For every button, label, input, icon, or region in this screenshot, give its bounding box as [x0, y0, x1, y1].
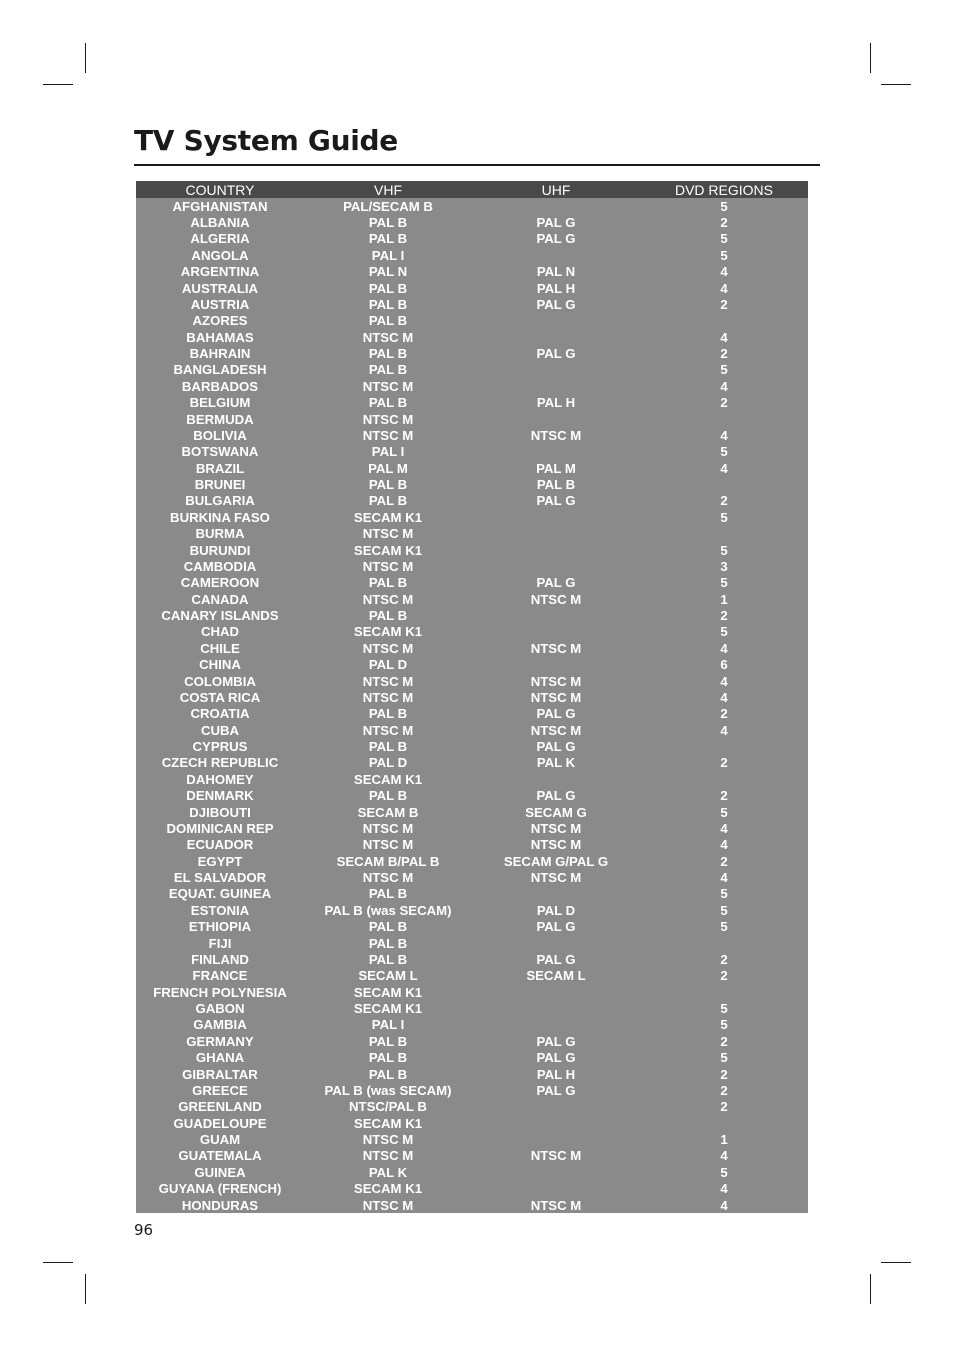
uhf-cell: SECAM L: [526, 968, 586, 984]
country-cell: AFGHANISTAN: [172, 198, 268, 214]
vhf-cell: NTSC M: [362, 1132, 414, 1148]
dvd-region-cell: 5: [720, 509, 728, 525]
uhf-cell: PAL G: [536, 493, 576, 509]
table-row: [136, 919, 808, 935]
table-row: [136, 444, 808, 460]
dvd-region-cell: 6: [720, 657, 728, 673]
table-row: [136, 886, 808, 902]
dvd-region-cell: 5: [720, 1001, 728, 1017]
dvd-region-cell: 4: [720, 820, 728, 836]
country-cell: GABON: [195, 1001, 245, 1017]
dvd-region-cell: 2: [720, 788, 728, 804]
title-divider: [134, 164, 820, 166]
vhf-cell: PAL B (was SECAM): [324, 902, 452, 918]
dvd-region-cell: 1: [720, 1132, 728, 1148]
uhf-cell: PAL B: [536, 477, 576, 493]
table-row: [136, 296, 808, 312]
crop-mark: [85, 1274, 86, 1304]
crop-mark: [881, 84, 911, 85]
table-row: [136, 526, 808, 542]
country-cell: CROATIA: [190, 706, 250, 722]
country-cell: GIBRALTAR: [182, 1066, 258, 1082]
vhf-cell: NTSC M: [362, 411, 414, 427]
dvd-region-cell: 4: [720, 460, 728, 476]
uhf-cell: NTSC M: [530, 837, 582, 853]
vhf-cell: PAL B: [368, 739, 408, 755]
uhf-cell: NTSC M: [530, 870, 582, 886]
uhf-cell: PAL G: [536, 706, 576, 722]
country-cell: ALBANIA: [190, 215, 250, 231]
table-row: [136, 640, 808, 656]
uhf-cell: PAL G: [536, 951, 576, 967]
dvd-region-cell: 2: [720, 608, 728, 624]
country-cell: FIJI: [208, 935, 232, 951]
vhf-cell: NTSC M: [362, 427, 414, 443]
header-uhf: UHF: [541, 181, 571, 198]
vhf-cell: NTSC M: [362, 673, 414, 689]
dvd-region-cell: 2: [720, 346, 728, 362]
table-row: [136, 1000, 808, 1016]
vhf-cell: NTSC M: [362, 870, 414, 886]
table-row: [136, 673, 808, 689]
dvd-region-cell: 2: [720, 296, 728, 312]
dvd-region-cell: 2: [720, 755, 728, 771]
dvd-region-cell: 5: [720, 575, 728, 591]
header-vhf: VHF: [374, 181, 402, 198]
vhf-cell: NTSC M: [362, 820, 414, 836]
uhf-cell: PAL G: [536, 919, 576, 935]
uhf-cell: NTSC M: [530, 673, 582, 689]
table-row: [136, 1082, 808, 1098]
country-cell: FRANCE: [192, 968, 248, 984]
crop-mark: [43, 1262, 73, 1263]
dvd-region-cell: 5: [720, 444, 728, 460]
vhf-cell: PAL K: [368, 1164, 408, 1180]
vhf-cell: PAL B: [368, 935, 408, 951]
country-cell: BOLIVIA: [193, 427, 247, 443]
vhf-cell: SECAM K1: [353, 1115, 423, 1131]
uhf-cell: PAL G: [536, 575, 576, 591]
vhf-cell: NTSC M: [362, 1197, 414, 1213]
table-row: [136, 1115, 808, 1131]
vhf-cell: SECAM B/PAL B: [336, 853, 440, 869]
table-row: [136, 820, 808, 836]
table-row: [136, 951, 808, 967]
table-row: [136, 558, 808, 574]
country-cell: GUAM: [199, 1132, 241, 1148]
country-cell: BULGARIA: [185, 493, 255, 509]
dvd-region-cell: 3: [720, 558, 728, 574]
dvd-region-cell: 5: [720, 624, 728, 640]
country-cell: ARGENTINA: [180, 264, 260, 280]
dvd-region-cell: 4: [720, 673, 728, 689]
country-cell: BAHRAIN: [189, 346, 251, 362]
country-cell: GUYANA (FRENCH): [158, 1181, 282, 1197]
vhf-cell: PAL B: [368, 493, 408, 509]
country-cell: ALGERIA: [190, 231, 250, 247]
vhf-cell: PAL B: [368, 231, 408, 247]
dvd-region-cell: 5: [720, 198, 728, 214]
dvd-region-cell: 4: [720, 1181, 728, 1197]
dvd-region-cell: 5: [720, 902, 728, 918]
table-row: [136, 329, 808, 345]
uhf-cell: PAL H: [536, 395, 576, 411]
uhf-cell: PAL G: [536, 231, 576, 247]
dvd-region-cell: 5: [720, 1017, 728, 1033]
dvd-region-cell: 5: [720, 886, 728, 902]
uhf-cell: PAL H: [536, 280, 576, 296]
table-row: [136, 968, 808, 984]
vhf-cell: PAL B: [368, 477, 408, 493]
table-row: [136, 1050, 808, 1066]
table-row: [136, 1197, 808, 1213]
dvd-region-cell: 5: [720, 231, 728, 247]
table-row: [136, 706, 808, 722]
table-row: [136, 395, 808, 411]
country-cell: GUINEA: [194, 1164, 246, 1180]
vhf-cell: PAL B: [368, 362, 408, 378]
country-cell: CHILE: [200, 640, 240, 656]
vhf-cell: PAL B: [368, 280, 408, 296]
page-number: 96: [134, 1221, 154, 1239]
country-cell: CHAD: [200, 624, 240, 640]
country-cell: BOTSWANA: [181, 444, 259, 460]
uhf-cell: PAL H: [536, 1066, 576, 1082]
uhf-cell: NTSC M: [530, 722, 582, 738]
country-cell: GERMANY: [186, 1033, 254, 1049]
country-cell: BURMA: [195, 526, 245, 542]
country-cell: BANGLADESH: [173, 362, 267, 378]
country-cell: CYPRUS: [192, 739, 248, 755]
crop-mark: [43, 84, 73, 85]
dvd-region-cell: 5: [720, 1164, 728, 1180]
country-cell: CHINA: [199, 657, 241, 673]
country-cell: GUADELOUPE: [173, 1115, 267, 1131]
table-row: [136, 869, 808, 885]
country-cell: BARBADOS: [181, 378, 259, 394]
uhf-cell: PAL K: [536, 755, 576, 771]
uhf-cell: PAL G: [536, 1050, 576, 1066]
vhf-cell: PAL/SECAM B: [343, 198, 433, 214]
country-cell: GUATEMALA: [178, 1148, 262, 1164]
country-cell: EGYPT: [197, 853, 243, 869]
table-row: [136, 280, 808, 296]
page-title: TV System Guide: [134, 124, 398, 157]
uhf-cell: SECAM G: [525, 804, 587, 820]
country-cell: BURUNDI: [189, 542, 251, 558]
country-cell: DENMARK: [186, 788, 254, 804]
country-cell: DOMINICAN REP: [166, 820, 274, 836]
table-row: [136, 345, 808, 361]
country-cell: AUSTRALIA: [181, 280, 259, 296]
header-dvd-regions: DVD REGIONS: [674, 181, 773, 198]
country-cell: COSTA RICA: [179, 689, 261, 705]
vhf-cell: PAL I: [371, 444, 405, 460]
dvd-region-cell: 2: [720, 1066, 728, 1082]
vhf-cell: SECAM K1: [353, 624, 423, 640]
uhf-cell: PAL G: [536, 296, 576, 312]
vhf-cell: PAL B: [368, 608, 408, 624]
vhf-cell: PAL D: [368, 755, 408, 771]
table-row: [136, 607, 808, 623]
vhf-cell: PAL I: [371, 1017, 405, 1033]
dvd-region-cell: 5: [720, 247, 728, 263]
dvd-region-cell: 2: [720, 968, 728, 984]
country-cell: FINLAND: [191, 951, 249, 967]
crop-mark: [870, 43, 871, 73]
vhf-cell: PAL B: [368, 346, 408, 362]
dvd-region-cell: 2: [720, 1082, 728, 1098]
dvd-region-cell: 5: [720, 362, 728, 378]
uhf-cell: PAL G: [536, 1082, 576, 1098]
table-row: [136, 427, 808, 443]
table-row: [136, 837, 808, 853]
table-row: [136, 1066, 808, 1082]
vhf-cell: SECAM K1: [353, 771, 423, 787]
country-cell: BERMUDA: [186, 411, 254, 427]
dvd-region-cell: 5: [720, 919, 728, 935]
country-cell: GREECE: [192, 1082, 248, 1098]
country-cell: GHANA: [195, 1050, 245, 1066]
crop-mark: [85, 43, 86, 73]
table-row: [136, 788, 808, 804]
table-row: [136, 1164, 808, 1180]
table-row: [136, 313, 808, 329]
vhf-cell: PAL I: [371, 247, 405, 263]
table-row: [136, 411, 808, 427]
dvd-region-cell: 2: [720, 215, 728, 231]
table-row: [136, 738, 808, 754]
vhf-cell: NTSC M: [362, 558, 414, 574]
dvd-region-cell: 2: [720, 493, 728, 509]
vhf-cell: NTSC M: [362, 640, 414, 656]
table-row: [136, 476, 808, 492]
dvd-region-cell: 2: [720, 395, 728, 411]
vhf-cell: NTSC M: [362, 1148, 414, 1164]
uhf-cell: PAL G: [536, 739, 576, 755]
uhf-cell: PAL D: [536, 902, 576, 918]
country-cell: GREENLAND: [178, 1099, 262, 1115]
uhf-cell: PAL N: [536, 264, 576, 280]
dvd-region-cell: 5: [720, 542, 728, 558]
table-row: [136, 542, 808, 558]
country-cell: COLOMBIA: [184, 673, 256, 689]
dvd-region-cell: 2: [720, 853, 728, 869]
uhf-cell: NTSC M: [530, 689, 582, 705]
dvd-region-cell: 4: [720, 640, 728, 656]
country-cell: CANARY ISLANDS: [161, 608, 279, 624]
vhf-cell: PAL B: [368, 313, 408, 329]
country-cell: FRENCH POLYNESIA: [153, 984, 287, 1000]
uhf-cell: NTSC M: [530, 1197, 582, 1213]
vhf-cell: PAL B: [368, 951, 408, 967]
uhf-cell: NTSC M: [530, 591, 582, 607]
vhf-cell: SECAM K1: [353, 509, 423, 525]
vhf-cell: PAL B: [368, 395, 408, 411]
vhf-cell: SECAM B: [357, 804, 419, 820]
uhf-cell: NTSC M: [530, 640, 582, 656]
table-row: [136, 231, 808, 247]
vhf-cell: NTSC M: [362, 329, 414, 345]
vhf-cell: PAL N: [368, 264, 408, 280]
tv-system-table: [136, 181, 808, 1213]
table-body: [136, 198, 808, 1213]
uhf-cell: NTSC M: [530, 427, 582, 443]
country-cell: EQUAT. GUINEA: [168, 886, 272, 902]
country-cell: BRUNEI: [194, 477, 246, 493]
table-row: [136, 1099, 808, 1115]
dvd-region-cell: 2: [720, 1099, 728, 1115]
country-cell: AZORES: [192, 313, 248, 329]
vhf-cell: PAL B: [368, 1050, 408, 1066]
dvd-region-cell: 1: [720, 591, 728, 607]
table-row: [136, 804, 808, 820]
dvd-region-cell: 4: [720, 427, 728, 443]
table-row: [136, 657, 808, 673]
vhf-cell: PAL B: [368, 706, 408, 722]
table-row: [136, 902, 808, 918]
dvd-region-cell: 4: [720, 1197, 728, 1213]
country-cell: ETHIOPIA: [188, 919, 252, 935]
vhf-cell: SECAM L: [358, 968, 418, 984]
dvd-region-cell: 4: [720, 722, 728, 738]
uhf-cell: NTSC M: [530, 820, 582, 836]
country-cell: CUBA: [200, 722, 240, 738]
table-row: [136, 1148, 808, 1164]
uhf-cell: PAL G: [536, 788, 576, 804]
country-cell: DJIBOUTI: [189, 804, 251, 820]
vhf-cell: PAL B: [368, 788, 408, 804]
dvd-region-cell: 4: [720, 837, 728, 853]
uhf-cell: PAL G: [536, 1033, 576, 1049]
country-cell: GAMBIA: [193, 1017, 247, 1033]
table-row: [136, 214, 808, 230]
country-cell: ECUADOR: [186, 837, 254, 853]
vhf-cell: NTSC M: [362, 591, 414, 607]
table-row: [136, 247, 808, 263]
dvd-region-cell: 4: [720, 329, 728, 345]
country-cell: ANGOLA: [191, 247, 249, 263]
dvd-region-cell: 4: [720, 378, 728, 394]
table-row: [136, 575, 808, 591]
table-row: [136, 509, 808, 525]
vhf-cell: NTSC/PAL B: [349, 1099, 427, 1115]
table-row: [136, 591, 808, 607]
table-row: [136, 1181, 808, 1197]
crop-mark: [870, 1274, 871, 1304]
country-cell: EL SALVADOR: [173, 870, 267, 886]
vhf-cell: PAL D: [368, 657, 408, 673]
dvd-region-cell: 2: [720, 1033, 728, 1049]
table-row: [136, 853, 808, 869]
table-row: [136, 264, 808, 280]
table-header: [136, 181, 808, 198]
vhf-cell: PAL M: [368, 460, 408, 476]
country-cell: CAMEROON: [180, 575, 260, 591]
header-country: COUNTRY: [185, 181, 255, 198]
vhf-cell: PAL B (was SECAM): [324, 1082, 452, 1098]
dvd-region-cell: 2: [720, 951, 728, 967]
table-row: [136, 460, 808, 476]
vhf-cell: NTSC M: [362, 837, 414, 853]
country-cell: CAMBODIA: [183, 558, 257, 574]
vhf-cell: PAL B: [368, 296, 408, 312]
vhf-cell: PAL B: [368, 1033, 408, 1049]
table-row: [136, 378, 808, 394]
dvd-region-cell: 4: [720, 870, 728, 886]
table-row: [136, 771, 808, 787]
country-cell: CANADA: [191, 591, 249, 607]
dvd-region-cell: 4: [720, 280, 728, 296]
dvd-region-cell: 4: [720, 1148, 728, 1164]
table-row: [136, 624, 808, 640]
vhf-cell: SECAM K1: [353, 1181, 423, 1197]
dvd-region-cell: 4: [720, 689, 728, 705]
vhf-cell: PAL B: [368, 1066, 408, 1082]
dvd-region-cell: 5: [720, 804, 728, 820]
country-cell: BELGIUM: [189, 395, 251, 411]
table-row: [136, 722, 808, 738]
vhf-cell: PAL B: [368, 575, 408, 591]
vhf-cell: SECAM K1: [353, 1001, 423, 1017]
uhf-cell: PAL G: [536, 346, 576, 362]
dvd-region-cell: 5: [720, 1050, 728, 1066]
dvd-region-cell: 4: [720, 264, 728, 280]
country-cell: ESTONIA: [190, 902, 250, 918]
table-row: [136, 1033, 808, 1049]
crop-mark: [881, 1262, 911, 1263]
vhf-cell: SECAM K1: [353, 542, 423, 558]
vhf-cell: NTSC M: [362, 722, 414, 738]
table-row: [136, 362, 808, 378]
table-row: [136, 689, 808, 705]
uhf-cell: PAL G: [536, 215, 576, 231]
country-cell: BURKINA FASO: [170, 509, 270, 525]
table-row: [136, 493, 808, 509]
country-cell: AUSTRIA: [190, 296, 250, 312]
table-row: [136, 984, 808, 1000]
country-cell: HONDURAS: [181, 1197, 259, 1213]
country-cell: CZECH REPUBLIC: [161, 755, 279, 771]
vhf-cell: NTSC M: [362, 689, 414, 705]
uhf-cell: SECAM G/PAL G: [503, 853, 609, 869]
dvd-region-cell: 2: [720, 706, 728, 722]
table-row: [136, 935, 808, 951]
table-row: [136, 755, 808, 771]
table-row: [136, 198, 808, 214]
country-cell: DAHOMEY: [186, 771, 254, 787]
table-row: [136, 1131, 808, 1147]
vhf-cell: PAL B: [368, 919, 408, 935]
country-cell: BRAZIL: [195, 460, 245, 476]
table-row: [136, 1017, 808, 1033]
vhf-cell: PAL B: [368, 886, 408, 902]
vhf-cell: NTSC M: [362, 526, 414, 542]
uhf-cell: NTSC M: [530, 1148, 582, 1164]
uhf-cell: PAL M: [536, 460, 576, 476]
vhf-cell: NTSC M: [362, 378, 414, 394]
vhf-cell: PAL B: [368, 215, 408, 231]
country-cell: BAHAMAS: [186, 329, 254, 345]
vhf-cell: SECAM K1: [353, 984, 423, 1000]
